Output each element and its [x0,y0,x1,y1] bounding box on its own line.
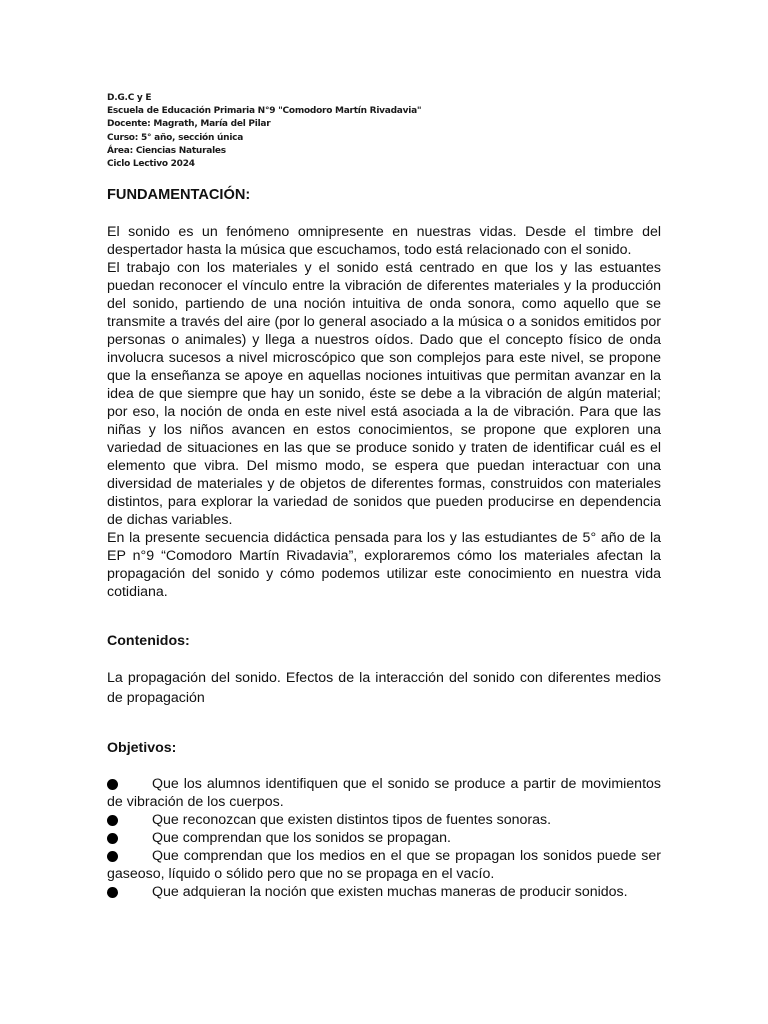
objetivo-text: Que los alumnos identifiquen que el sonido se produce a partir de movimientos de vibración de los cuerpos. [107,776,661,810]
header-line: Ciclo Lectivo 2024 [107,159,195,170]
objetivo-text: Que adquieran la noción que existen muchas maneras de producir sonidos. [152,884,628,900]
paragraph: En la presente secuencia didáctica pensada para los y las estudiantes de 5° año de la EP n°9 “Comodoro Martín Rivadavia”, exploraremos cómo los materiales afectan la propagación del sonido y cómo podemos utilizar este conocimiento en nuestra vida cotidiana. [107,530,661,600]
objetivos-list [107,775,661,901]
header-line: Área: Ciencias Naturales [107,145,226,156]
objetivo-text: Que comprendan que los sonidos se propagan. [152,830,451,846]
bullet-icon [107,815,118,826]
objetivo-item [107,847,661,883]
header-line: Escuela de Educación Primaria N°9 "Comodoro Martín Rivadavia" [107,106,422,117]
bullet-icon [107,887,118,898]
header-line: D.G.C y E [107,93,152,103]
contenidos-body [107,668,661,708]
document-header [107,92,661,171]
fundamentacion-body [107,223,661,601]
fundamentacion-title: FUNDAMENTACIÓN: [107,187,251,203]
bullet-icon [107,833,118,844]
header-line: Docente: Magrath, María del Pilar [107,119,271,130]
objetivo-item [107,775,661,811]
header-line: Curso: 5° año, sección única [107,132,244,143]
paragraph: El sonido es un fenómeno omnipresente en nuestras vidas. Desde el timbre del despertador hasta la música que escuchamos, todo está relacionado con el sonido. [107,224,661,258]
paragraph: El trabajo con los materiales y el sonido está centrado en que los y las estuantes puedan reconocer el vínculo entre la vibración de diferentes materiales y la producción del sonido, partiendo de una noción intuitiva de onda sonora, como aquello que se transmite a través del aire (por lo general asociado a la música o a sonidos emitidos por personas o animales) y llega a nuestros oídos. Dado que el concepto físico de onda involucra sucesos a nivel microscópico que son complejos para este nivel, se propone que la enseñanza se apoye en aquellas nociones intuitivas que permitan avanzar en la idea de que siempre que hay un sonido, éste se debe a la vibración de algún material; por eso, la noción de onda en este nivel está asociada a la de vibración. Para que las niñas y los niños avancen en estos conocimientos, se propone que exploren una variedad de situaciones en las que se produce sonido y traten de identificar cuál es el elemento que vibra. Del mismo modo, se espera que puedan interactuar con una diversidad de materiales y de objetos de diferentes formas, construidos con materiales distintos, para explorar la variedad de sonidos que pueden producirse en dependencia de dichas variables. [107,260,661,528]
contenidos-title: Contenidos: [107,633,190,649]
objetivo-text: Que reconozcan que existen distintos tipos de fuentes sonoras. [152,812,552,828]
objetivos-title: Objetivos: [107,740,177,756]
document-page [107,0,661,1024]
objetivo-text: Que comprendan que los medios en el que se propagan los sonidos puede ser gaseoso, líquido o sólido pero que no se propaga en el vacío. [107,848,661,882]
objetivo-item [107,883,661,901]
bullet-icon [107,851,118,862]
paragraph: La propagación del sonido. Efectos de la interacción del sonido con diferentes medios de propagación [107,670,661,706]
bullet-icon [107,779,118,790]
objetivo-item [107,829,661,847]
objetivo-item [107,811,661,829]
